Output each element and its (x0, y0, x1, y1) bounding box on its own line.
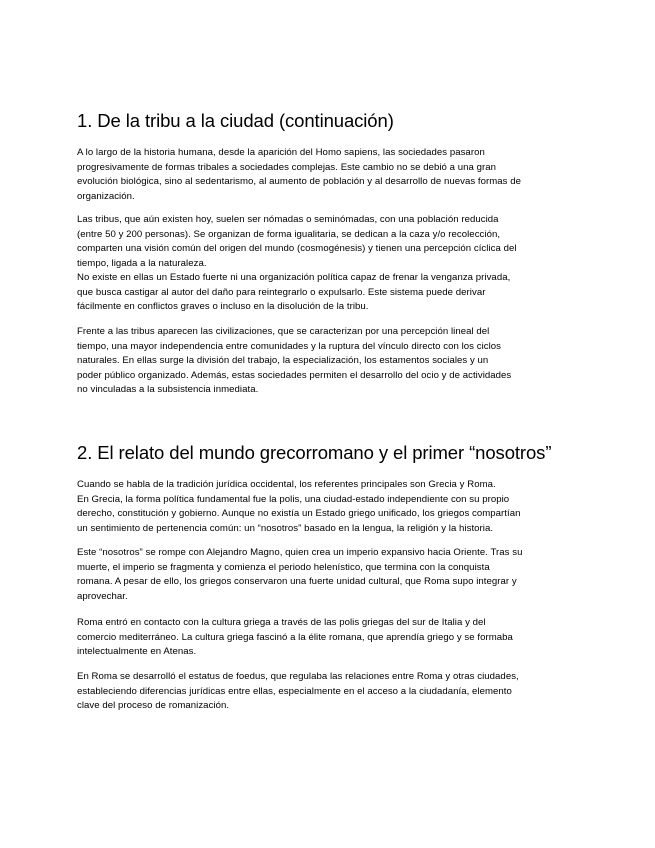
text-line: tiempo, ligada a la naturaleza. (77, 257, 207, 269)
section-2-paragraph-1 (77, 478, 577, 536)
text-line: (entre 50 y 200 personas). Se organizan de forma igualitaria, se dedican a la caza y/o recolección, (77, 228, 501, 240)
text-line: muerte, el imperio se fragmenta y comienza el periodo helenístico, que termina con la conquista (77, 561, 490, 573)
text-line: progresivamente de formas tribales a sociedades complejas. Este cambio no se debió a una gran (77, 161, 497, 173)
text-line: evolución biológica, sino al sedentarismo, al aumento de población y al desarrollo de nuevas formas de (77, 176, 522, 187)
section-1-title: 1. De la tribu a la ciudad (continuación) (77, 110, 394, 131)
section-1-paragraph-2 (77, 213, 577, 315)
section-1-paragraph-1 (77, 146, 577, 204)
section-2-paragraph-4 (77, 670, 577, 714)
section-2-paragraph-2 (77, 546, 577, 604)
text-line: no vinculadas a la subsistencia inmediata. (77, 384, 259, 395)
text-line: un sentimiento de pertenencia común: un “nosotros” basado en la lengua, la religión y la historia. (77, 522, 494, 534)
text-line: No existe en ellas un Estado fuerte ni una organización política capaz de frenar la venganza privada, (77, 272, 511, 283)
text-line: Este “nosotros” se rompe con Alejandro Magno, quien crea un imperio expansivo hacia Oriente. Tras su (77, 547, 523, 558)
text-line: comparten una visión común del origen del mundo (cosmogénesis) y tienen una percepción cíclica del (77, 243, 517, 254)
text-line: que busca castigar al autor del daño para reintegrarlo o expulsarlo. Este sistema puede derivar (77, 286, 486, 298)
text-line: estableciendo diferencias jurídicas entre ellas, especialmente en el acceso a la ciudadanía, elemento (77, 685, 512, 697)
text-line: clave del proceso de romanización. (77, 700, 230, 711)
text-line: En Roma se desarrolló el estatus de foedus, que regulaba las relaciones entre Roma y otras ciudades, (77, 671, 519, 682)
text-line: poder público organizado. Además, estas sociedades permiten el desarrollo del ocio y de actividades (77, 369, 512, 381)
text-line: En Grecia, la forma política fundamental fue la polis, una ciudad-estado independiente con su propio (77, 493, 510, 505)
text-line: romana. A pesar de ello, los griegos conservaron una fuerte unidad cultural, que Roma supo integrar y (77, 576, 517, 587)
text-line: fácilmente en conflictos graves o incluso en la disolución de la tribu. (77, 301, 369, 312)
text-line: Roma entró en contacto con la cultura griega a través de las polis griegas del sur de Italia y del (77, 617, 486, 628)
text-line: tiempo, una mayor independencia entre comunidades y la ruptura del vínculo directo con los ciclos (77, 340, 502, 352)
text-line: intelectualmente en Atenas. (77, 646, 197, 657)
text-line: derecho, constitución y gobierno. Aunque no existía un Estado griego unificado, los griegos compartían (77, 508, 521, 519)
text-line: naturales. En ellas surge la división del trabajo, la especialización, los estamentos sociales y un (77, 355, 489, 366)
text-line: aprovechar. (77, 590, 128, 602)
section-1-paragraph-3 (77, 325, 577, 398)
text-line: organización. (77, 190, 135, 202)
text-line: comercio mediterráneo. La cultura griega fascinó a la élite romana, que aprendía griego y se formaba (77, 631, 513, 643)
text-line: Las tribus, que aún existen hoy, suelen ser nómadas o seminómadas, con una población reducida (77, 214, 499, 225)
text-line: A lo largo de la historia humana, desde la aparición del Homo sapiens, las sociedades pasaron (77, 147, 485, 158)
text-line: Cuando se habla de la tradición jurídica occidental, los referentes principales son Grecia y Roma. (77, 479, 496, 490)
section-2-title: 2. El relato del mundo grecorromano y el primer “nosotros” (77, 442, 552, 463)
section-2-paragraph-3 (77, 616, 577, 660)
text-line: Frente a las tribus aparecen las civilizaciones, que se caracterizan por una percepción lineal del (77, 326, 490, 337)
